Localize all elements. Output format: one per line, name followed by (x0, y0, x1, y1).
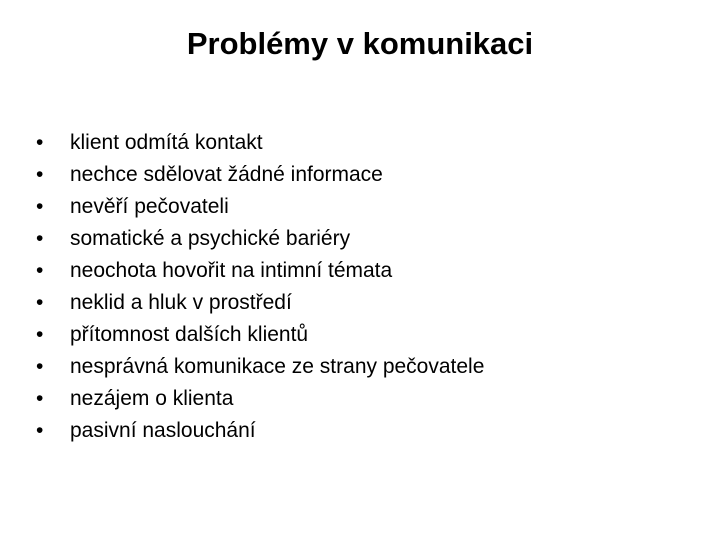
list-item-text: klient odmítá kontakt (70, 131, 263, 154)
bullet-list (36, 127, 696, 447)
bullet-icon: • (36, 131, 44, 154)
list-item-text: somatické a psychické bariéry (70, 227, 351, 250)
list-item (36, 383, 696, 415)
list-item (36, 255, 696, 287)
list-item-text: nevěří pečovateli (70, 195, 229, 218)
bullet-icon: • (36, 419, 44, 442)
list-item-text: nesprávná komunikace ze strany pečovatele (70, 355, 485, 378)
bullet-icon: • (36, 259, 44, 282)
list-item-text: nezájem o klienta (70, 387, 234, 410)
bullet-icon: • (36, 387, 44, 410)
list-item-text: pasivní naslouchání (70, 419, 256, 442)
slide-title: Problémy v komunikaci (186, 26, 534, 61)
list-item (36, 159, 696, 191)
list-item (36, 319, 696, 351)
list-item (36, 287, 696, 319)
bullet-icon: • (36, 163, 44, 186)
bullet-icon: • (36, 323, 44, 346)
list-item (36, 191, 696, 223)
bullet-icon: • (36, 355, 44, 378)
bullet-icon: • (36, 227, 44, 250)
list-item-text: neochota hovořit na intimní témata (70, 259, 393, 282)
list-item (36, 127, 696, 159)
list-item-text: neklid a hluk v prostředí (70, 291, 292, 314)
list-item-text: nechce sdělovat žádné informace (70, 163, 383, 186)
list-item-text: přítomnost dalších klientů (70, 323, 309, 346)
list-item (36, 223, 696, 255)
bullet-icon: • (36, 195, 44, 218)
list-item (36, 351, 696, 383)
list-item (36, 415, 696, 447)
bullet-icon: • (36, 291, 44, 314)
